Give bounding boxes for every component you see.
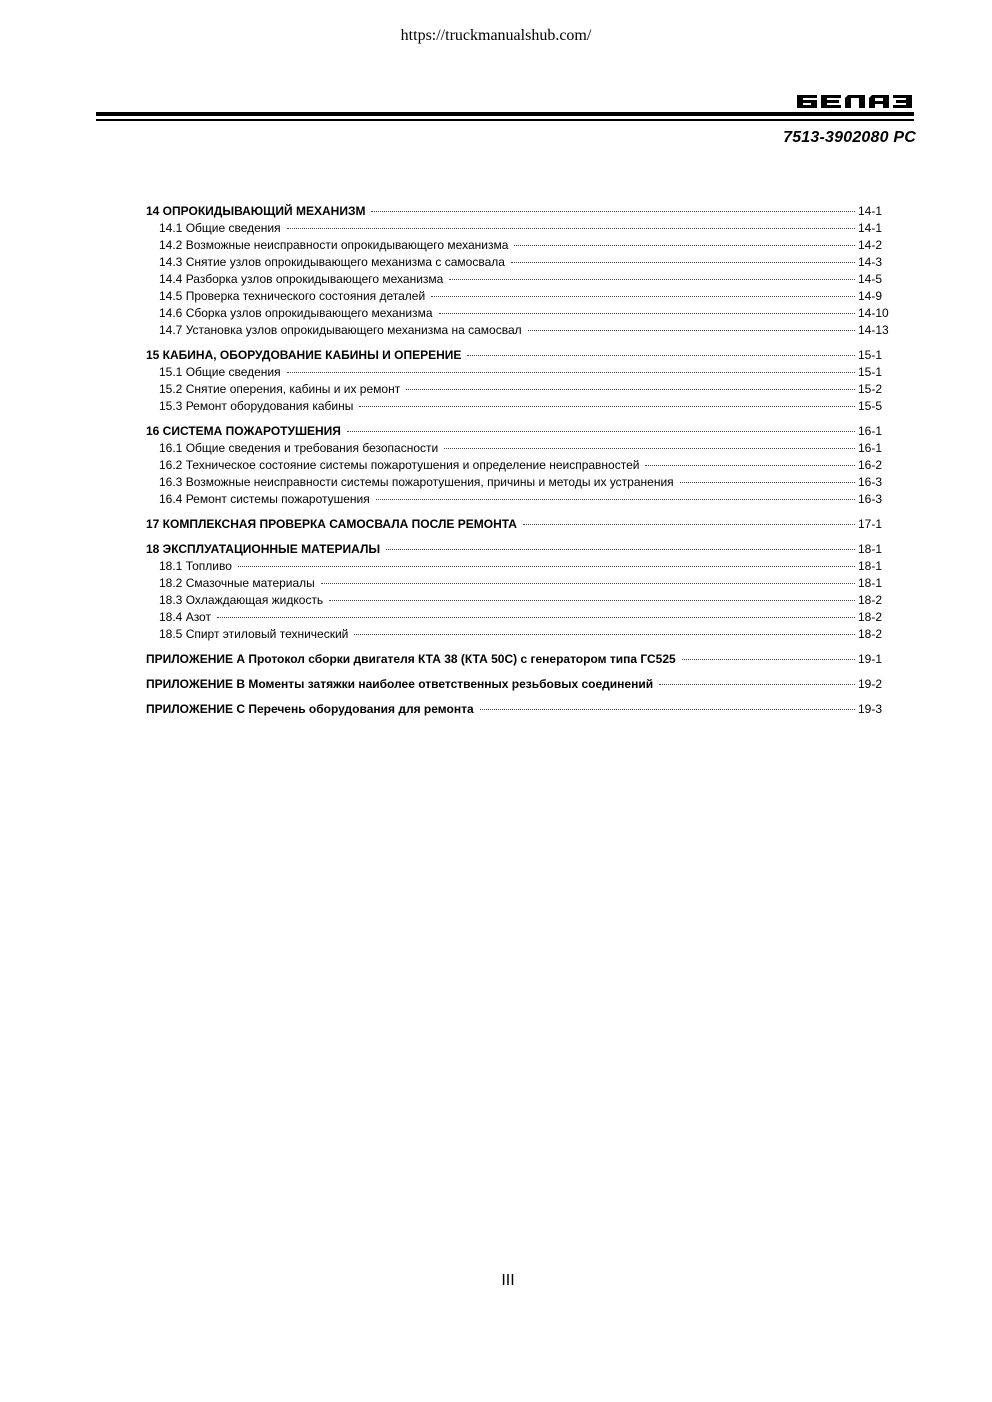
document-number: 7513-3902080 РС <box>783 129 916 146</box>
toc-leader-dots <box>528 318 855 331</box>
toc-leader-dots <box>514 233 855 246</box>
toc-leader-dots <box>329 588 855 601</box>
source-url: https://truckmanualshub.com/ <box>400 27 592 44</box>
toc-leader-dots <box>287 216 855 229</box>
toc-entry-page: 16-3 <box>858 475 883 489</box>
toc-entry-title: 18 ЭКСПЛУАТАЦИОННЫЕ МАТЕРИАЛЫ <box>146 542 381 556</box>
toc-leader-dots <box>511 250 855 263</box>
toc-leader-dots <box>386 537 855 550</box>
toc-entry-title: 18.5 Спирт этиловый технический <box>159 627 349 641</box>
toc-leader-dots <box>371 199 855 212</box>
toc-entry-page: 18-1 <box>858 576 883 590</box>
header-rule-thick <box>96 112 914 116</box>
toc-entry-page: 16-2 <box>858 458 883 472</box>
toc-entry-page: 14-1 <box>858 204 883 218</box>
toc-entry-title: 15 КАБИНА, ОБОРУДОВАНИЕ КАБИНЫ И ОПЕРЕНИЕ <box>146 348 462 362</box>
toc-entry-page: 15-1 <box>858 365 883 379</box>
toc-entry-title: 14.3 Снятие узлов опрокидывающего механизма с самосвала <box>159 255 505 269</box>
toc-item[interactable] <box>146 397 894 414</box>
toc-section-heading[interactable] <box>146 675 894 692</box>
header-rule-thin <box>96 119 914 121</box>
toc-entry-title: 14.1 Общие сведения <box>159 221 281 235</box>
toc-leader-dots <box>682 647 855 660</box>
toc-section-heading[interactable] <box>146 515 894 532</box>
toc-entry-page: 14-2 <box>858 238 883 252</box>
toc-entry-page: 14-13 <box>858 323 889 337</box>
toc-entry-page: 14-1 <box>858 221 883 235</box>
toc-entry-page: 19-3 <box>858 702 883 716</box>
toc-entry-page: 16-1 <box>858 441 883 455</box>
toc-entry-title: 18.1 Топливо <box>159 559 232 573</box>
toc-entry-title: 15.3 Ремонт оборудования кабины <box>159 399 354 413</box>
toc-entry-title: 14.7 Установка узлов опрокидывающего механизма на самосвал <box>159 323 522 337</box>
page-number: III <box>501 1272 515 1289</box>
toc-entry-title: 16.1 Общие сведения и требования безопасности <box>159 441 439 455</box>
toc-entry-page: 14-10 <box>858 306 889 320</box>
toc-entry-title: 14.5 Проверка технического состояния деталей <box>159 289 426 303</box>
toc-entry-page: 18-2 <box>858 610 883 624</box>
toc-leader-dots <box>659 672 855 685</box>
toc-item[interactable] <box>146 625 894 642</box>
toc-entry-page: 16-3 <box>858 492 883 506</box>
toc-section <box>146 675 894 692</box>
toc-entry-page: 18-1 <box>858 542 883 556</box>
toc-entry-page: 17-1 <box>858 517 883 531</box>
toc-leader-dots <box>287 360 855 373</box>
toc-section <box>146 346 894 414</box>
toc-section-heading[interactable] <box>146 650 894 667</box>
table-of-contents <box>146 202 894 725</box>
toc-leader-dots <box>321 571 855 584</box>
belaz-logo-graphic <box>797 95 912 108</box>
toc-section-heading[interactable] <box>146 700 894 717</box>
toc-leader-dots <box>467 343 855 356</box>
toc-leader-dots <box>431 284 855 297</box>
toc-entry-title: 17 КОМПЛЕКСНАЯ ПРОВЕРКА САМОСВАЛА ПОСЛЕ РЕМОНТА <box>146 517 517 531</box>
toc-entry-page: 14-5 <box>858 272 883 286</box>
toc-entry-title: ПРИЛОЖЕНИЕ С Перечень оборудования для ремонта <box>146 702 474 716</box>
toc-section <box>146 540 894 642</box>
toc-leader-dots <box>217 605 855 618</box>
toc-entry-page: 14-3 <box>858 255 883 269</box>
toc-section <box>146 422 894 507</box>
toc-entry-title: 14 ОПРОКИДЫВАЮЩИЙ МЕХАНИЗМ <box>146 204 366 218</box>
toc-entry-page: 15-5 <box>858 399 883 413</box>
toc-leader-dots <box>376 487 855 500</box>
toc-entry-title: 18.4 Азот <box>159 610 211 624</box>
toc-entry-title: ПРИЛОЖЕНИЕ А Протокол сборки двигателя КТА 38 (КТА 50С) с генератором типа ГС525 <box>146 652 676 666</box>
toc-leader-dots <box>347 419 855 432</box>
toc-entry-page: 14-9 <box>858 289 883 303</box>
toc-leader-dots <box>439 301 856 314</box>
toc-leader-dots <box>680 470 855 483</box>
belaz-logo <box>797 95 912 108</box>
toc-entry-title: 16.4 Ремонт системы пожаротушения <box>159 492 370 506</box>
toc-entry-page: 18-2 <box>858 627 883 641</box>
toc-item[interactable] <box>146 490 894 507</box>
toc-entry-title: ПРИЛОЖЕНИЕ В Моменты затяжки наиболее ответственных резьбовых соединений <box>146 677 654 691</box>
toc-entry-title: 18.3 Охлаждающая жидкость <box>159 593 324 607</box>
toc-leader-dots <box>406 377 855 390</box>
toc-entry-page: 19-2 <box>858 677 883 691</box>
toc-item[interactable] <box>146 321 894 338</box>
toc-entry-title: 14.6 Сборка узлов опрокидывающего механизма <box>159 306 433 320</box>
toc-entry-title: 16.2 Техническое состояние системы пожаротушения и определение неисправностей <box>159 458 640 472</box>
toc-entry-title: 14.4 Разборка узлов опрокидывающего механизма <box>159 272 444 286</box>
toc-entry-title: 15.1 Общие сведения <box>159 365 281 379</box>
toc-leader-dots <box>354 622 855 635</box>
toc-entry-page: 18-1 <box>858 559 883 573</box>
toc-entry-title: 15.2 Снятие оперения, кабины и их ремонт <box>159 382 401 396</box>
toc-entry-title: 16.3 Возможные неисправности системы пожаротушения, причины и методы их устранения <box>159 475 674 489</box>
toc-leader-dots <box>645 453 855 466</box>
toc-leader-dots <box>359 394 855 407</box>
toc-entry-page: 19-1 <box>858 652 883 666</box>
toc-entry-title: 16 СИСТЕМА ПОЖАРОТУШЕНИЯ <box>146 424 341 438</box>
toc-entry-title: 18.2 Смазочные материалы <box>159 576 315 590</box>
toc-section <box>146 202 894 338</box>
toc-section <box>146 700 894 717</box>
toc-entry-page: 15-2 <box>858 382 883 396</box>
toc-leader-dots <box>449 267 855 280</box>
toc-entry-page: 16-1 <box>858 424 883 438</box>
toc-leader-dots <box>523 512 855 525</box>
toc-entry-page: 15-1 <box>858 348 883 362</box>
toc-entry-title: 14.2 Возможные неисправности опрокидывающего механизма <box>159 238 509 252</box>
toc-section <box>146 515 894 532</box>
toc-entry-page: 18-2 <box>858 593 883 607</box>
toc-section <box>146 650 894 667</box>
toc-leader-dots <box>238 554 855 567</box>
toc-leader-dots <box>444 436 855 449</box>
toc-leader-dots <box>480 697 855 710</box>
